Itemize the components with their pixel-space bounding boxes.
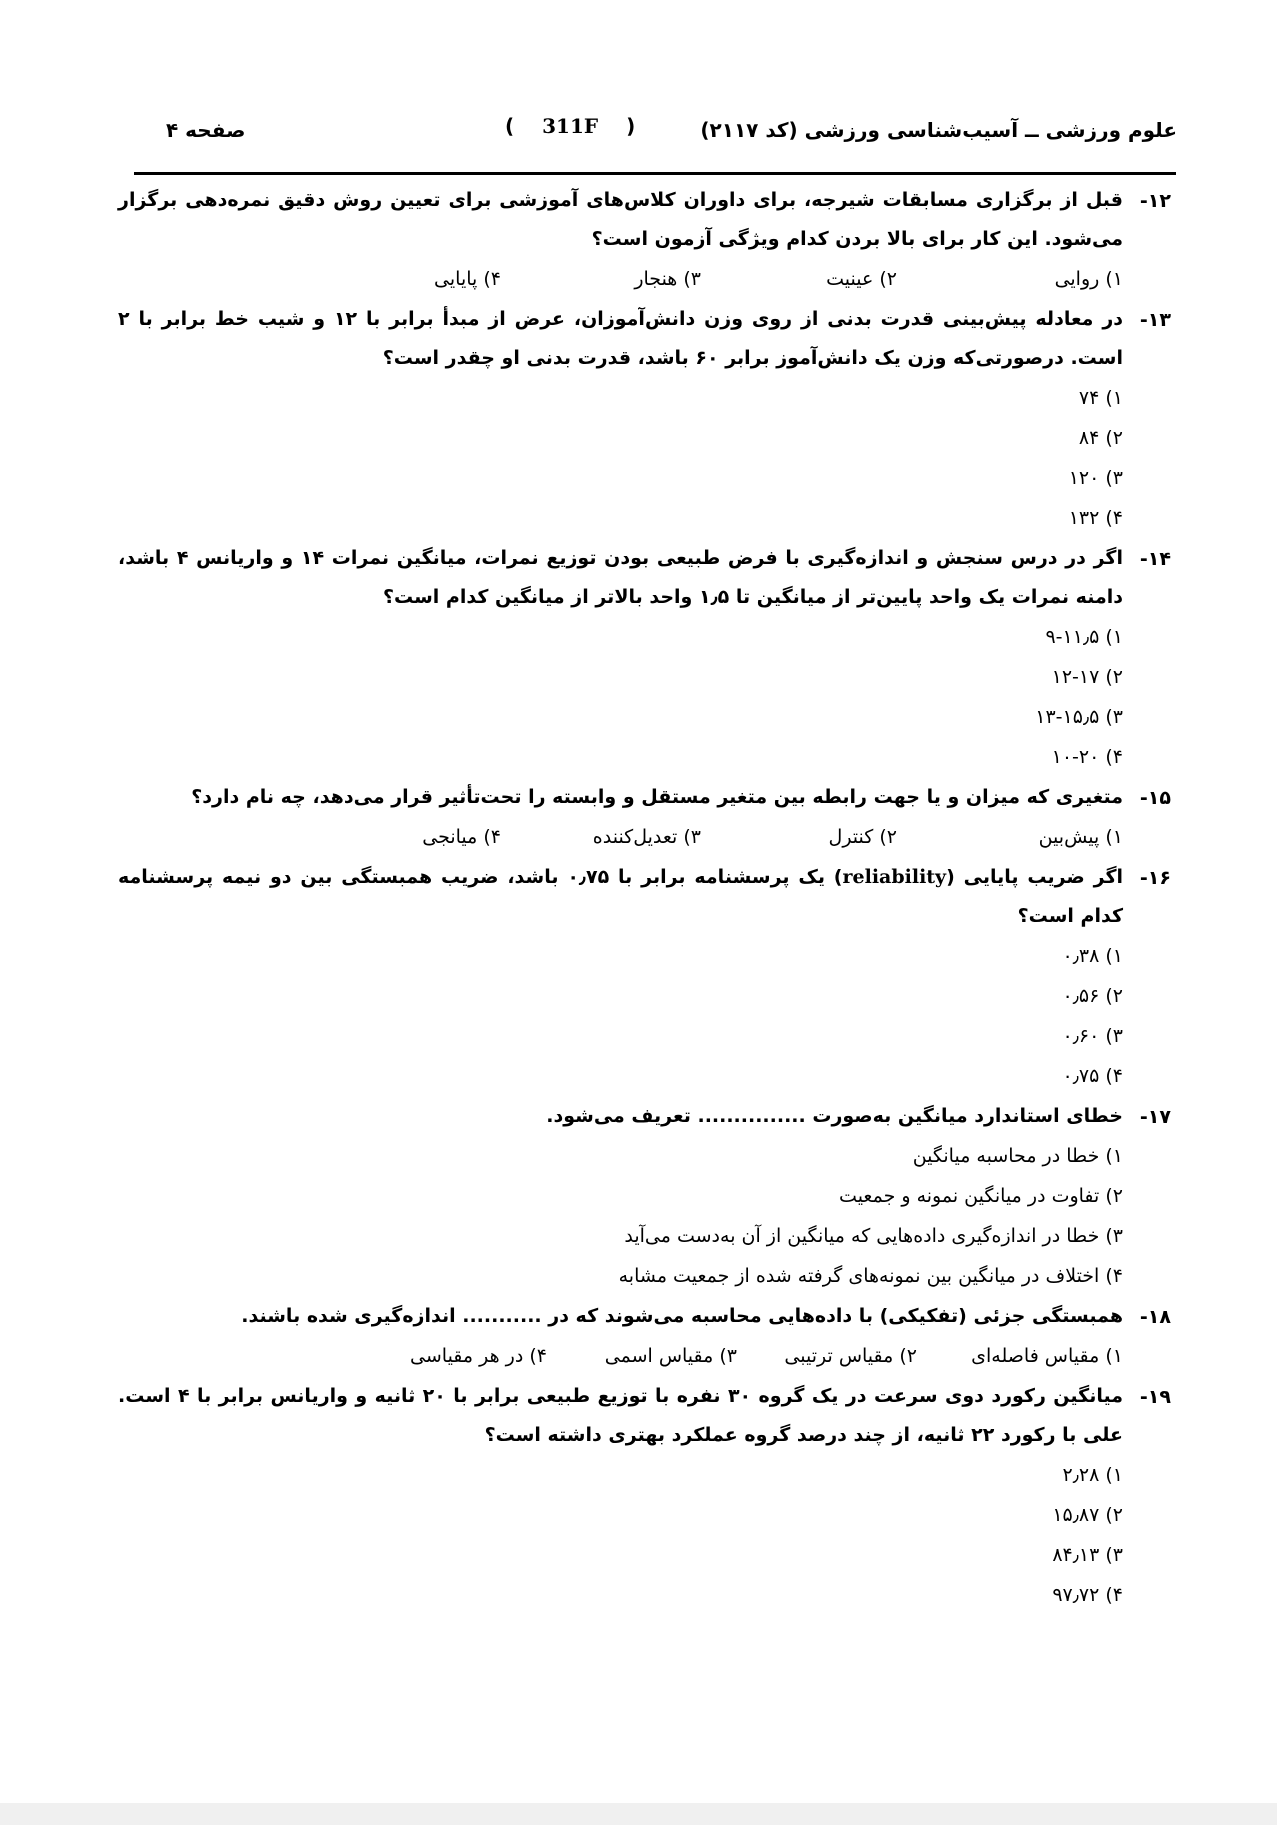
question-18: [118, 1297, 1173, 1376]
option-4[interactable]: ۴) ۰٫۷۵: [1062, 1065, 1123, 1087]
option-3[interactable]: ۳) ۸۴٫۱۳: [1052, 1544, 1123, 1566]
question-number: ۱۵-: [1139, 787, 1171, 809]
question-stem: اگر در درس سنجش و اندازه‌گیری با فرض طبیعی بودن توزیع نمرات، میانگین نمرات ۱۴ و واریانس ۴ باشد، دامنه نمرات یک واحد پایین‌تر از میانگین تا ۱٫۵ واحد بالاتر از میانگین کدام است؟: [118, 547, 1123, 608]
option-1[interactable]: ۱) پیش‌بین: [1038, 826, 1123, 848]
page-number: صفحه ۴: [166, 118, 246, 142]
question-stem: خطای استاندارد میانگین به‌صورت ............... تعریف می‌شود.: [546, 1105, 1123, 1127]
stem-part-1: اگر ضریب پایایی (: [946, 866, 1124, 888]
option-1[interactable]: ۱) مقیاس فاصله‌ای: [971, 1345, 1123, 1367]
subject-title: علوم ورزشی ــ آسیب‌شناسی ورزشی (کد ۲۱۱۷): [700, 118, 1177, 142]
stem-english-term: reliability: [842, 866, 947, 888]
option-3[interactable]: ۳) هنجار: [634, 268, 701, 290]
question-19: [118, 1377, 1173, 1615]
option-3[interactable]: ۳) تعدیل‌کننده: [592, 826, 701, 848]
question-number: ۱۲-: [1139, 190, 1171, 212]
options-row: [118, 1336, 1123, 1376]
question-12: [118, 181, 1173, 299]
code-paren-close: ): [626, 114, 636, 138]
option-4[interactable]: ۴) ۹۷٫۷۲: [1052, 1584, 1123, 1606]
options-row: [118, 817, 1123, 857]
option-2[interactable]: ۲) ۱۵٫۸۷: [1052, 1504, 1123, 1526]
option-4[interactable]: ۴) پایایی: [434, 268, 501, 290]
question-number: ۱۷-: [1139, 1106, 1171, 1128]
option-2[interactable]: ۲) عینیت: [826, 268, 897, 290]
question-stem: [118, 858, 1123, 936]
option-1[interactable]: ۱) ۷۴: [1078, 387, 1123, 409]
option-4[interactable]: ۴) در هر مقیاسی: [410, 1345, 547, 1367]
code-value: 311F: [542, 114, 599, 138]
question-stem: میانگین رکورد دوی سرعت در یک گروه ۳۰ نفره با توزیع طبیعی برابر با ۲۰ ثانیه و واریانس برابر با ۴ است. علی با رکورد ۲۲ ثانیه، از چند درصد گروه عملکرد بهتری داشته است؟: [118, 1385, 1123, 1446]
page-header: [0, 114, 1277, 158]
option-1[interactable]: ۱) روایی: [1054, 268, 1123, 290]
option-4[interactable]: ۴) ۱۰-۲۰: [1051, 746, 1123, 768]
question-number: ۱۹-: [1139, 1386, 1171, 1408]
option-1[interactable]: ۱) ۲٫۲۸: [1062, 1464, 1123, 1486]
question-13: [118, 300, 1173, 538]
question-stem: متغیری که میزان و یا جهت رابطه بین متغیر مستقل و وابسته را تحت‌تأثیر قرار می‌دهد، چه نام دارد؟: [191, 786, 1123, 808]
option-2[interactable]: ۲) مقیاس ترتیبی: [784, 1345, 917, 1367]
option-3[interactable]: ۳) ۰٫۶۰: [1062, 1025, 1123, 1047]
option-2[interactable]: ۲) ۰٫۵۶: [1062, 985, 1123, 1007]
option-1[interactable]: ۱) ۰٫۳۸: [1062, 945, 1123, 967]
option-4[interactable]: ۴) اختلاف در میانگین بین نمونه‌های گرفته شده از جمعیت مشابه: [618, 1265, 1123, 1287]
code-paren-open: (: [505, 114, 515, 138]
option-2[interactable]: ۲) ۱۲-۱۷: [1051, 666, 1123, 688]
option-3[interactable]: ۳) ۱۳-۱۵٫۵: [1035, 706, 1123, 728]
option-4[interactable]: ۴) میانجی: [422, 826, 501, 848]
question-stem: در معادله پیش‌بینی قدرت بدنی از روی وزن دانش‌آموزان، عرض از مبدأ برابر با ۱۲ و شیب خط برابر با ۲ است. درصورتی‌که وزن یک دانش‌آموز برابر ۶۰ باشد، قدرت بدنی او چقدر است؟: [118, 308, 1124, 369]
question-number: ۱۳-: [1139, 309, 1171, 331]
question-stem: همبستگی جزئی (تفکیکی) با داده‌هایی محاسبه می‌شوند که در ........... اندازه‌گیری شده باشند.: [241, 1305, 1123, 1327]
question-number: ۱۶-: [1139, 867, 1171, 889]
option-1[interactable]: ۱) خطا در محاسبه میانگین: [912, 1145, 1123, 1167]
question-number: ۱۸-: [1139, 1306, 1171, 1328]
option-3[interactable]: ۳) ۱۲۰: [1068, 467, 1123, 489]
question-16: [118, 858, 1173, 1096]
question-list: [118, 180, 1173, 1615]
option-2[interactable]: ۲) ۸۴: [1078, 427, 1123, 449]
header-divider: [134, 172, 1176, 175]
option-3[interactable]: ۳) خطا در اندازه‌گیری داده‌هایی که میانگین از آن به‌دست می‌آید: [624, 1225, 1123, 1247]
question-14: [118, 539, 1173, 777]
option-2[interactable]: ۲) کنترل: [828, 826, 897, 848]
question-15: [118, 778, 1173, 857]
option-1[interactable]: ۱) ۹-۱۱٫۵: [1045, 626, 1123, 648]
option-4[interactable]: ۴) ۱۳۲: [1068, 507, 1123, 529]
option-3[interactable]: ۳) مقیاس اسمی: [604, 1345, 737, 1367]
options-row: [118, 259, 1123, 299]
option-2[interactable]: ۲) تفاوت در میانگین نمونه و جمعیت: [839, 1185, 1123, 1207]
question-stem: قبل از برگزاری مسابقات شیرجه، برای داوران کلاس‌های آموزشی برای تعیین روش دقیق نمره‌دهی برگزار می‌شود. این کار برای بالا بردن کدام ویژگی آزمون است؟: [118, 189, 1123, 250]
page-bottom-band: [0, 1803, 1277, 1825]
question-number: ۱۴-: [1139, 548, 1171, 570]
booklet-code: [505, 114, 635, 138]
stem-part-2: ) یک پرسشنامه برابر با ۰٫۷۵ باشد، ضریب همبستگی بین دو نیمه پرسشنامه کدام است؟: [118, 866, 1123, 927]
question-17: [118, 1097, 1173, 1296]
